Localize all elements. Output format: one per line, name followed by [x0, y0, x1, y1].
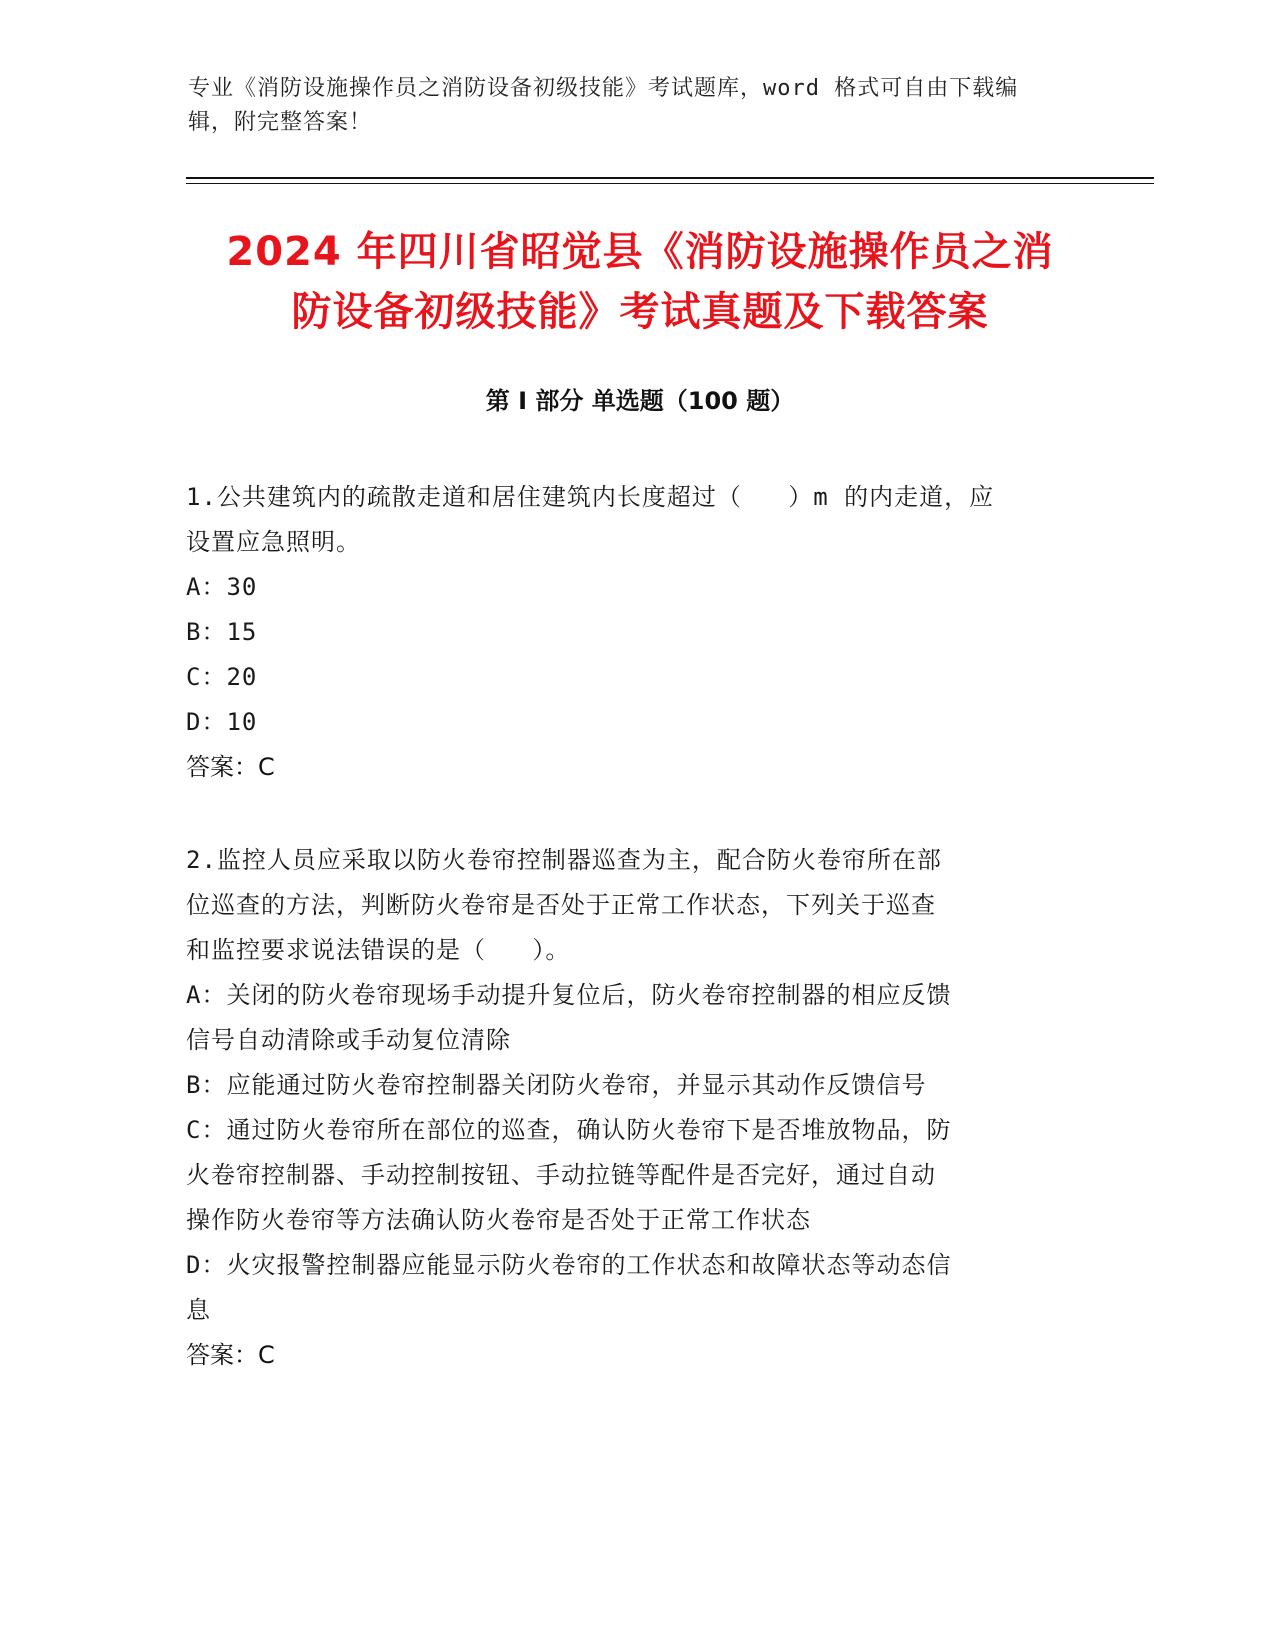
question-stem-line: 和监控要求说法错误的是（ ）。 [186, 936, 571, 964]
option-a: A：30 [186, 573, 258, 601]
header-divider-thin [186, 183, 1154, 184]
option-a: A：关闭的防火卷帘现场手动提升复位后，防火卷帘控制器的相应反馈 [186, 981, 952, 1009]
document-title-line-2: 防设备初级技能》考试真题及下载答案 [291, 289, 989, 335]
document-title-line-1: 2024 年四川省昭觉县《消防设施操作员之消 [226, 229, 1054, 275]
option-b: B：应能通过防火卷帘控制器关闭防火卷帘，并显示其动作反馈信号 [186, 1071, 927, 1099]
option-b: B：15 [186, 618, 258, 646]
question-stem-line: 2.监控人员应采取以防火卷帘控制器巡查为主，配合防火卷帘所在部 [186, 846, 942, 874]
question-2 [186, 838, 1066, 1378]
header-note-line-2: 辑，附完整答案！ [188, 110, 373, 135]
option-d-continued: 息 [186, 1296, 211, 1324]
option-c-continued: 操作防火卷帘等方法确认防火卷帘是否处于正常工作状态 [186, 1206, 811, 1234]
question-stem-line: 设置应急照明。 [186, 528, 361, 556]
section-heading: 第 I 部分 单选题（100 题） [485, 387, 795, 415]
option-c-continued: 火卷帘控制器、手动控制按钮、手动拉链等配件是否完好，通过自动 [186, 1161, 936, 1189]
header-note [188, 72, 1088, 140]
question-stem-line: 1.公共建筑内的疏散走道和居住建筑内长度超过（ ）m 的内走道，应 [186, 483, 995, 511]
option-d: D：火灾报警控制器应能显示防火卷帘的工作状态和故障状态等动态信 [186, 1251, 952, 1279]
document-title [180, 222, 1100, 342]
question-1 [186, 475, 1066, 790]
option-a-continued: 信号自动清除或手动复位清除 [186, 1026, 511, 1054]
header-note-line-1: 专业《消防设施操作员之消防设备初级技能》考试题库，word 格式可自由下载编 [188, 76, 1019, 101]
option-c: C：20 [186, 663, 258, 691]
answer-key: 答案：C [186, 1341, 275, 1369]
question-stem-line: 位巡查的方法，判断防火卷帘是否处于正常工作状态，下列关于巡查 [186, 891, 936, 919]
answer-key: 答案：C [186, 753, 275, 781]
header-divider-thick [186, 177, 1154, 179]
option-c: C：通过防火卷帘所在部位的巡查，确认防火卷帘下是否堆放物品，防 [186, 1116, 952, 1144]
option-d: D：10 [186, 708, 258, 736]
